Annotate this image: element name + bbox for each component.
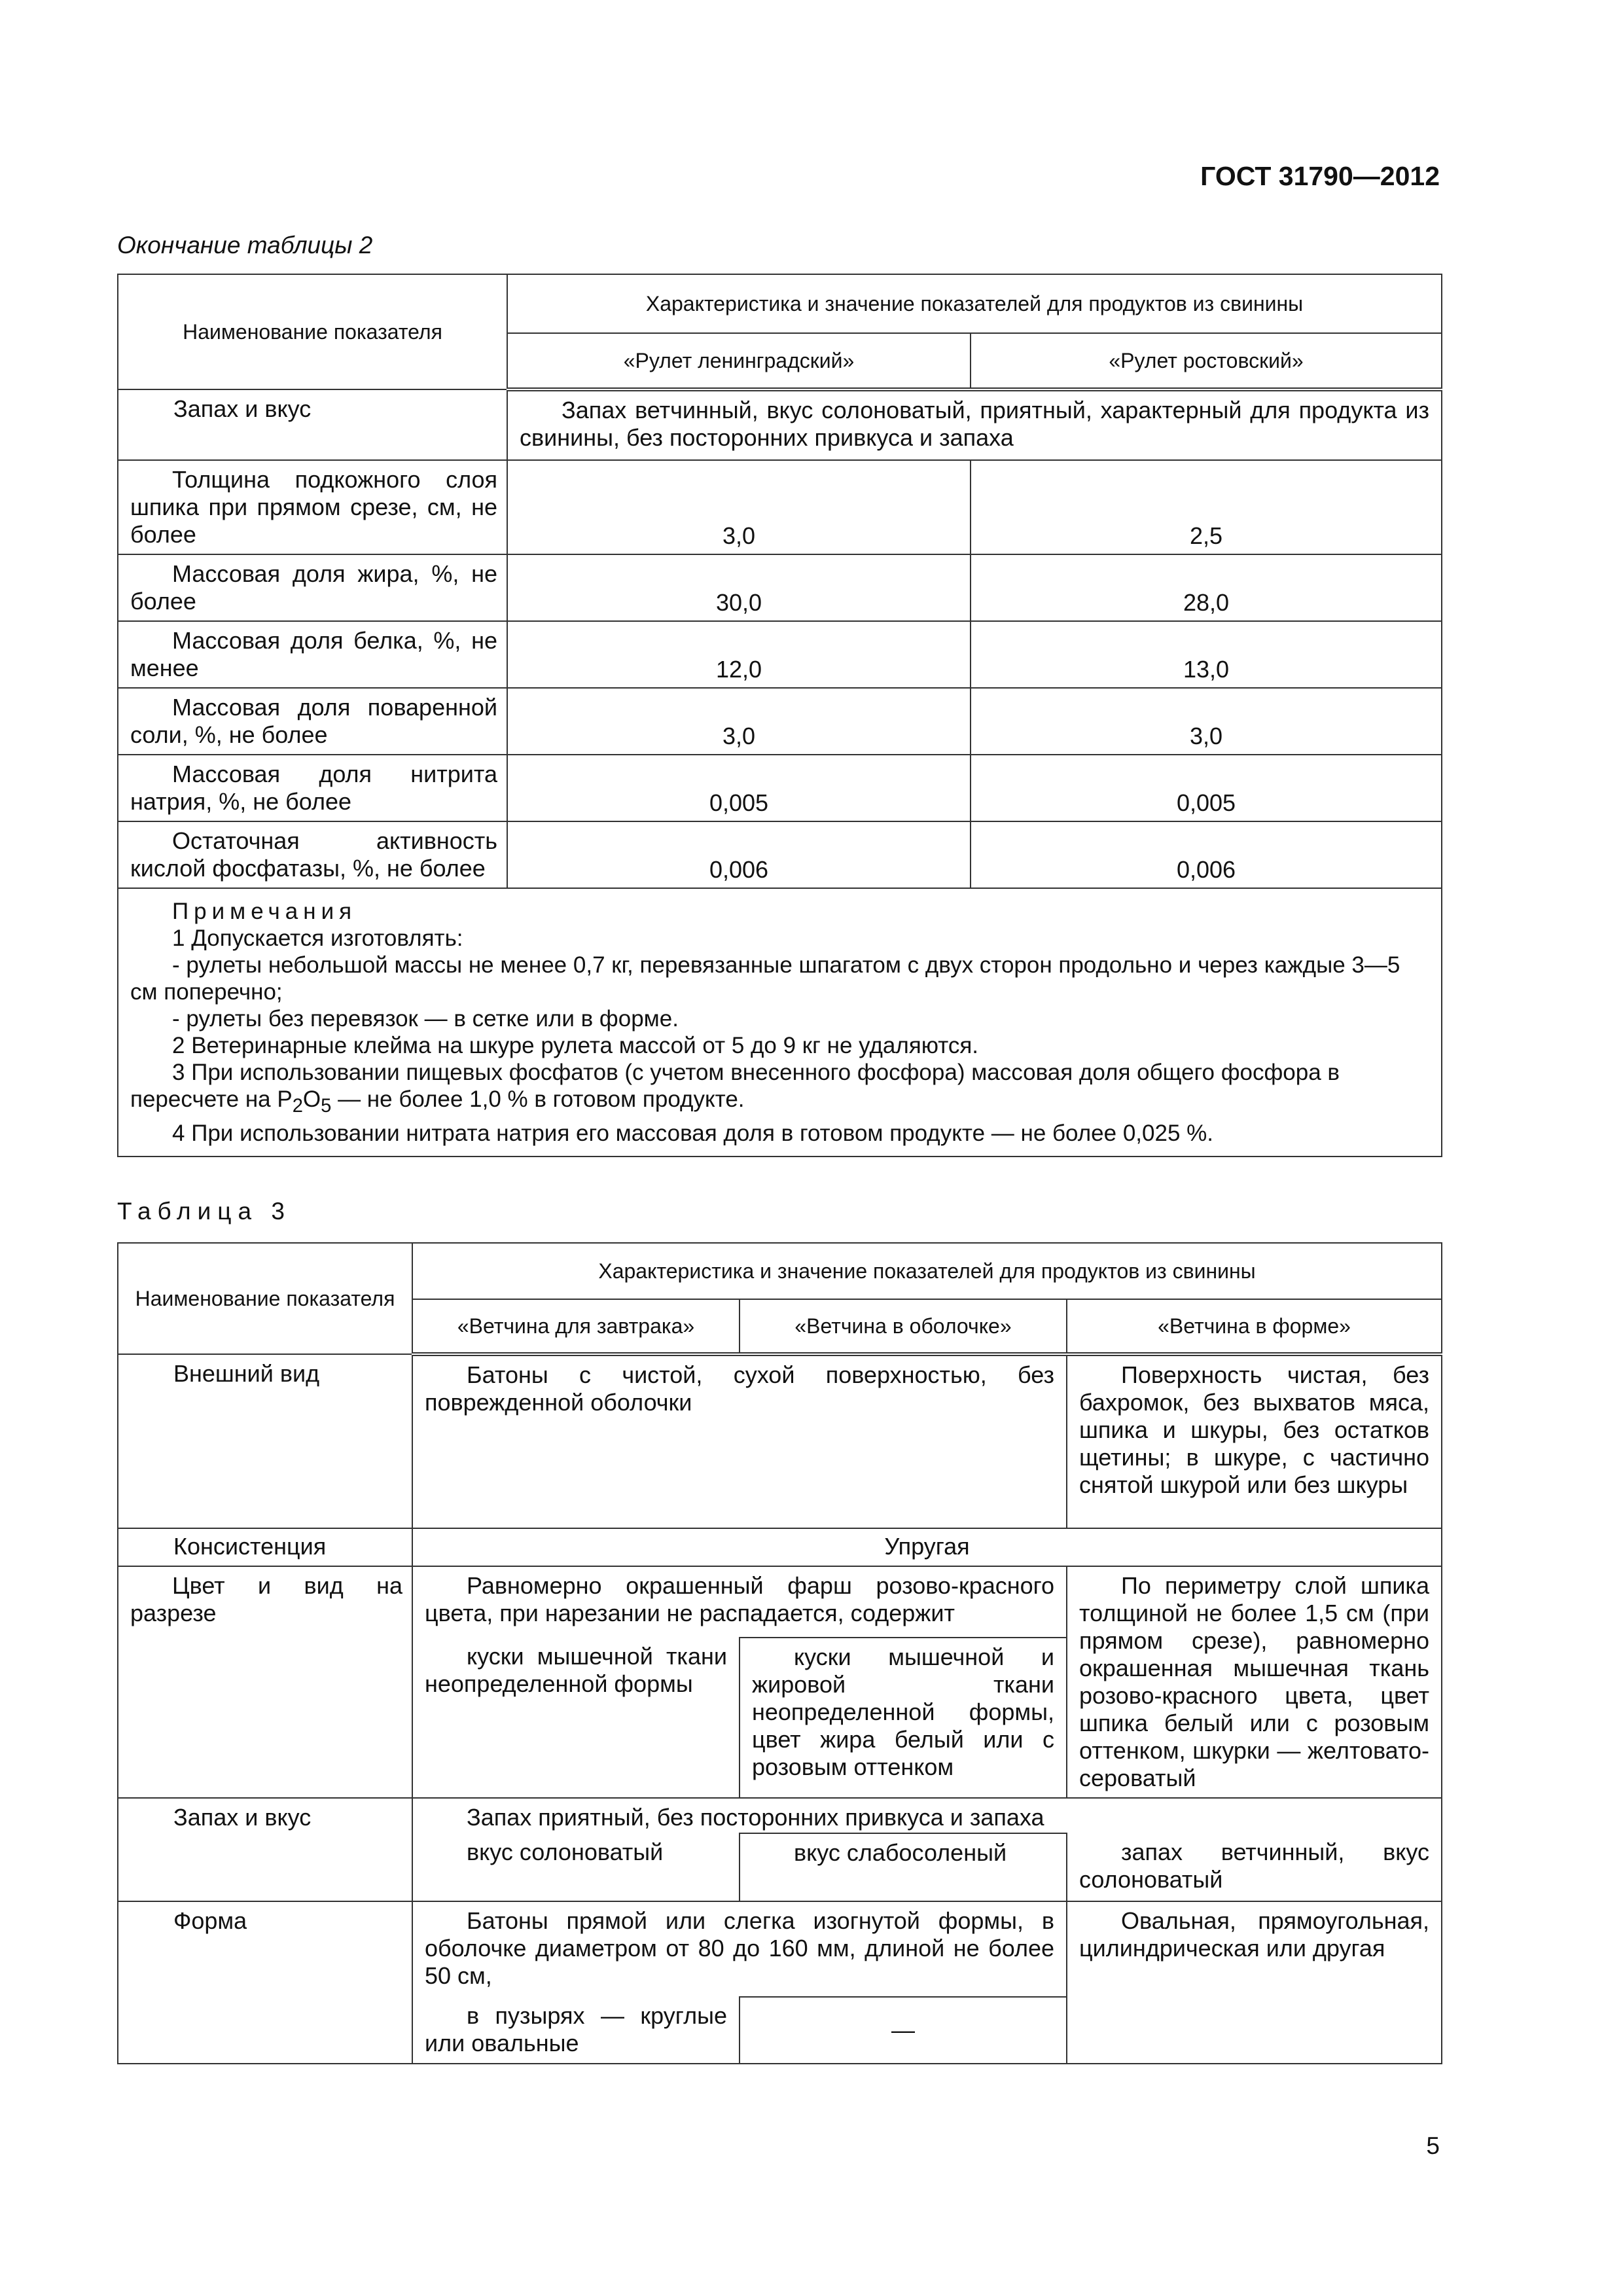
table-row [118,554,1442,621]
t3-shape-name: Форма [118,1901,412,2064]
t2-cell-b: 0,006 [971,821,1442,888]
page-number: 5 [1426,2132,1440,2159]
t3-smell-c: запах ветчинный, вкус солоноватый [1067,1833,1442,1901]
t2-header-group: Характеристика и значение показателей для продуктов из свинины [507,274,1442,333]
t3-shape-b: — [740,1997,1067,2064]
note-1: 1 Допускается изготовлять: [172,925,463,951]
t2-row-name: Массовая доля белка, %, не менее [118,621,507,688]
t2-cell-b: 28,0 [971,554,1442,621]
notes-title: Примечания [172,899,357,924]
table-row [118,1528,1442,1566]
t3-header-name: Наименование показателя [118,1243,412,1354]
note-1b: - рулеты без перевязок — в сетке или в форме. [172,1006,679,1031]
t3-smell-all: Запах приятный, без посторонних привкуса и запаха [412,1798,1442,1833]
table-row [118,1354,1442,1528]
t3-smell-a: вкус солоноватый [412,1833,740,1901]
t3-appearance-ab: Батоны с чистой, сухой поверхностью, без поврежденной оболочки [412,1354,1067,1528]
table2-caption: Окончание таблицы 2 [117,232,373,259]
t2-cell-b: 2,5 [971,460,1442,554]
t2-cell-a: 12,0 [507,621,971,688]
table-row [118,821,1442,888]
t2-cell-a: 30,0 [507,554,971,621]
t3-consistency-value: Упругая [412,1528,1442,1566]
t2-row-name: Массовая доля поваренной соли, %, не более [118,688,507,755]
document-code: ГОСТ 31790—2012 [1200,161,1440,191]
table-row [118,1798,1442,1833]
t3-color-ab: Равномерно окрашенный фарш розово-красного цвета, при нарезании не распадается, содержит [412,1566,1067,1638]
t2-row-smell-value: Запах ветчинный, вкус солоноватый, приятный, характерный для продукта из свинины, без посторонних привкуса и запаха [507,389,1442,460]
t2-cell-b: 13,0 [971,621,1442,688]
t3-appearance-c: Поверхность чистая, без бахромок, без выхватов мяса, шпика и шкуры, без остатков щетины; в шкуре, с частично снятой шкурой или без шкуры [1067,1354,1442,1528]
table3-caption: Таблица 3 [117,1198,291,1225]
t2-row-name: Массовая доля нитрита натрия, %, не более [118,755,507,821]
t3-shape-ab: Батоны прямой или слегка изогнутой формы, в оболочке диаметром от 80 до 160 мм, длиной не более 50 см, [412,1901,1067,1997]
t3-consistency-name: Консистенция [118,1528,412,1566]
t2-row-smell-name: Запах и вкус [118,389,507,460]
note-1a: - рулеты небольшой массы не менее 0,7 кг, перевязанные шпагатом с двух сторон продольно и через каждые 3—5 см поперечно; [130,952,1400,1005]
t2-row-name: Остаточная активность кислой фосфатазы, %, не более [118,821,507,888]
t2-row-name: Толщина подкожного слоя шпика при прямом срезе, см, не более [118,460,507,554]
t2-row-name: Массовая доля жира, %, не более [118,554,507,621]
t3-appearance-name: Внешний вид [118,1354,412,1528]
note-2: 2 Ветеринарные клейма на шкуре рулета массой от 5 до 9 кг не удаляются. [172,1033,979,1058]
t2-cell-a: 0,006 [507,821,971,888]
t3-smell-name: Запах и вкус [118,1798,412,1901]
t2-header-col-b: «Рулет ростовский» [971,333,1442,389]
table-row [118,1901,1442,1997]
t3-color-c: По периметру слой шпика толщиной не более 1,5 см (при прямом срезе), равномерно окрашенная мышечная ткань розово-красного цвета, цвет шпика белый или с розовым оттенком, шкурки — желтовато-сероватый [1067,1566,1442,1798]
t3-header-group: Характеристика и значение показателей для продуктов из свинины [412,1243,1442,1299]
t3-color-b: куски мышечной и жировой ткани неопределенной формы, цвет жира белый или с розовым оттенком [740,1638,1067,1798]
table-row [118,460,1442,554]
t2-notes [118,888,1442,1157]
note-4: 4 При использовании нитрата натрия его массовая доля в готовом продукте — не более 0,025 %. [172,1121,1213,1146]
t3-shape-c: Овальная, прямоугольная, цилиндрическая или другая [1067,1901,1442,2064]
table-row [118,621,1442,688]
t2-cell-a: 3,0 [507,460,971,554]
t3-smell-b: вкус слабосоленый [740,1833,1067,1901]
table-row [118,755,1442,821]
table-row [118,688,1442,755]
t3-header-col-a: «Ветчина для завтрака» [412,1299,740,1354]
t2-cell-b: 3,0 [971,688,1442,755]
t3-color-a: куски мышечной ткани неопределенной формы [412,1638,740,1798]
t2-cell-b: 0,005 [971,755,1442,821]
t2-header-name: Наименование показателя [118,274,507,389]
t3-header-col-b: «Ветчина в оболочке» [740,1299,1067,1354]
t2-header-col-a: «Рулет ленинградский» [507,333,971,389]
table2 [117,274,1442,1157]
t2-cell-a: 3,0 [507,688,971,755]
t3-color-name: Цвет и вид на разрезе [118,1566,412,1798]
table3 [117,1242,1442,2064]
t2-cell-a: 0,005 [507,755,971,821]
note-3: 3 При использовании пищевых фосфатов (с учетом внесенного фосфора) массовая доля общего фосфора в пересчете на $P_2O_5$ — не более 1,0 % в готовом продукте. [130,1060,1340,1117]
t3-header-col-c: «Ветчина в форме» [1067,1299,1442,1354]
t3-shape-a: в пузырях — круглые или овальные [412,1997,740,2064]
table-row [118,1566,1442,1638]
